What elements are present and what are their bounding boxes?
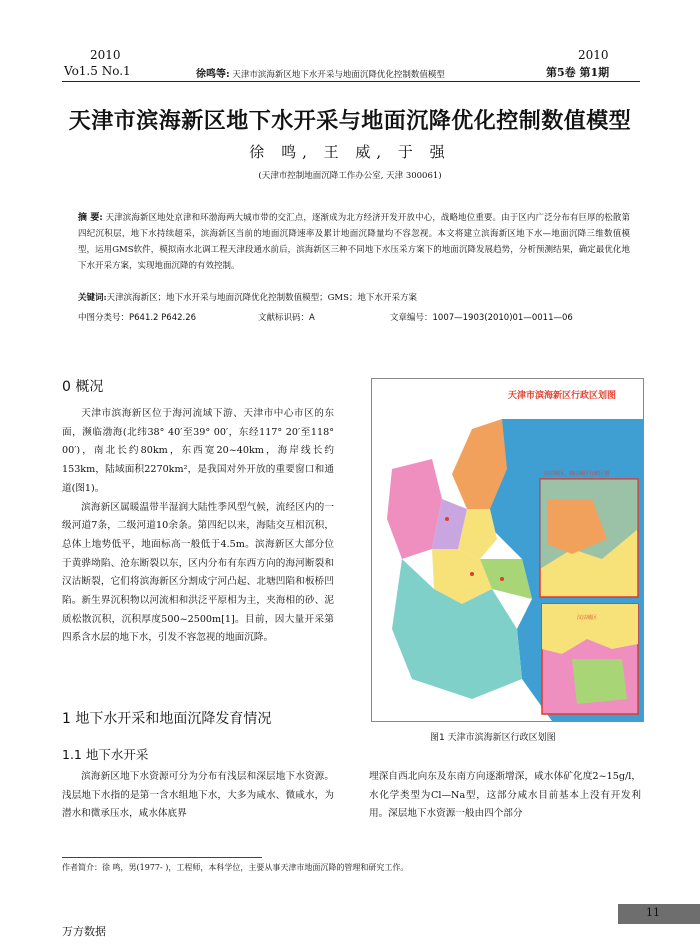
section-0-paragraph-1: 天津市滨海新区位于海河流域下游、天津市中心市区的东面，濒临渤海(北纬38° 40′至39° 00′，东经117° 20′至118° 00′)，南北长约80km，东西宽20~40km，海岸线长约153km，陆域面积2270km²，是我国对外开放的重要窗口和通道(图1)。 (62, 408, 334, 494)
section-0-body (62, 405, 334, 648)
affiliation: (天津市控制地面沉降工作办公室, 天津 300061) (258, 171, 442, 181)
inset-1-title: 汉沽城区、塘沽城区行政区划 (544, 471, 610, 477)
figure-caption: 图1 天津市滨海新区行政区划图 (430, 733, 556, 743)
header-issue: 第5卷 第1期 (546, 66, 610, 79)
abstract-label: 摘 要: (78, 213, 103, 223)
keywords (78, 291, 630, 303)
author-footnote: 作者简介：徐 鸣，男(1977- )，工程师，本科学位，主要从事天津市地面沉降的管理和研究工作。 (62, 863, 409, 872)
running-title-author: 徐鸣等: (196, 69, 230, 80)
page-number: 11 (646, 906, 660, 919)
section-1-1-paragraph-right: 埋深自西北向东及东南方向逐渐增深，咸水体矿化度2~15g/l，水化学类型为Cl—Na型，这部分咸水目前基本上没有开发利用。深层地下水资源一般由四个部分 (369, 771, 641, 820)
section-1-1-paragraph-left: 滨海新区地下水资源可分为分布有浅层和深层地下水资源。浅层地下水指的是第一含水组地下水，大多为咸水、微咸水，为潜水和微承压水，咸水体底界 (62, 771, 334, 820)
keywords-text: 天津滨海新区；地下水开采与地面沉降优化控制数值模型；GMS；地下水开采方案 (106, 293, 417, 303)
keywords-label: 关键词: (78, 293, 107, 303)
section-1-1-heading: 1.1 地下水开采 (62, 747, 149, 762)
section-0-paragraph-2: 滨海新区属暖温带半湿润大陆性季风型气候，流经区内的一级河道7条，二级河道10余条。第四纪以来，海陆交互相沉积，总体上地势低平，地面标高一般低于4.5m。滨海新区大部分位于黄骅坳陷、沧东断裂以东，区内分布有东西方向的海河断裂和汉沽断裂，它们将滨海新区分割成宁河凸起、北塘凹陷和板桥凹陷。新生界沉积物以河流相和洪泛平原相为主，夹海相的砂、泥质松散沉积，沉积厚度500~2500m[1]。目前，因大量开采第四系含水层的地下水，引发不容忽视的地面沉降。 (62, 501, 334, 644)
watermark-text: 万方数据 (62, 925, 106, 938)
running-title-text: 天津市滨海新区地下水开采与地面沉降优化控制数值模型 (232, 70, 445, 80)
abstract-text: 天津滨海新区地处京津和环渤海两大城市带的交汇点，逐渐成为北方经济开发开放中心，战略地位重要。由于区内广泛分布有巨厚的松散第四纪沉积层，地下水持续超采，滨海新区当前的地面沉降速率及累计地面沉降量均不容忽视。本文将建立滨海新区地下水—地面沉降三维数值模型，运用GMS软件，模拟南水北调工程天津段通水前后，滨海新区三种不同地下水压采方案下的地面沉降发展趋势，分析预测结果，确定最优化地下水开采方案，实现地面沉降的有效控制。 (78, 213, 631, 271)
footnote-rule (62, 857, 262, 858)
clc-number: 中图分类号：P641.2 P642.26 (78, 313, 197, 323)
section-1-1-right (369, 768, 641, 824)
section-1-heading: 1 地下水开采和地面沉降发育情况 (62, 711, 272, 727)
section-1-1-left (62, 768, 334, 824)
page-number-bar (618, 904, 700, 924)
section-0-heading: 0 概况 (62, 379, 104, 395)
inset-2-title: 汉沽城区 (576, 615, 598, 621)
article-number: 文章编号：1007—1903(2010)01—0011—06 (390, 313, 573, 323)
header-volume: Vo1.5 No.1 (64, 64, 131, 78)
header-year-right: 2010 (578, 48, 609, 62)
abstract (78, 210, 630, 274)
running-title (196, 65, 445, 80)
paper-title: 天津市滨海新区地下水开采与地面沉降优化控制数值模型 (68, 109, 632, 134)
header-year-left: 2010 (90, 48, 121, 62)
authors: 徐 鸣, 王 威, 于 强 (249, 143, 451, 161)
map-svg (372, 379, 643, 721)
map-title: 天津市滨海新区行政区划图 (507, 391, 617, 401)
figure-map (371, 378, 644, 722)
document-code: 文献标识码：A (258, 313, 315, 323)
header-rule (62, 81, 640, 82)
